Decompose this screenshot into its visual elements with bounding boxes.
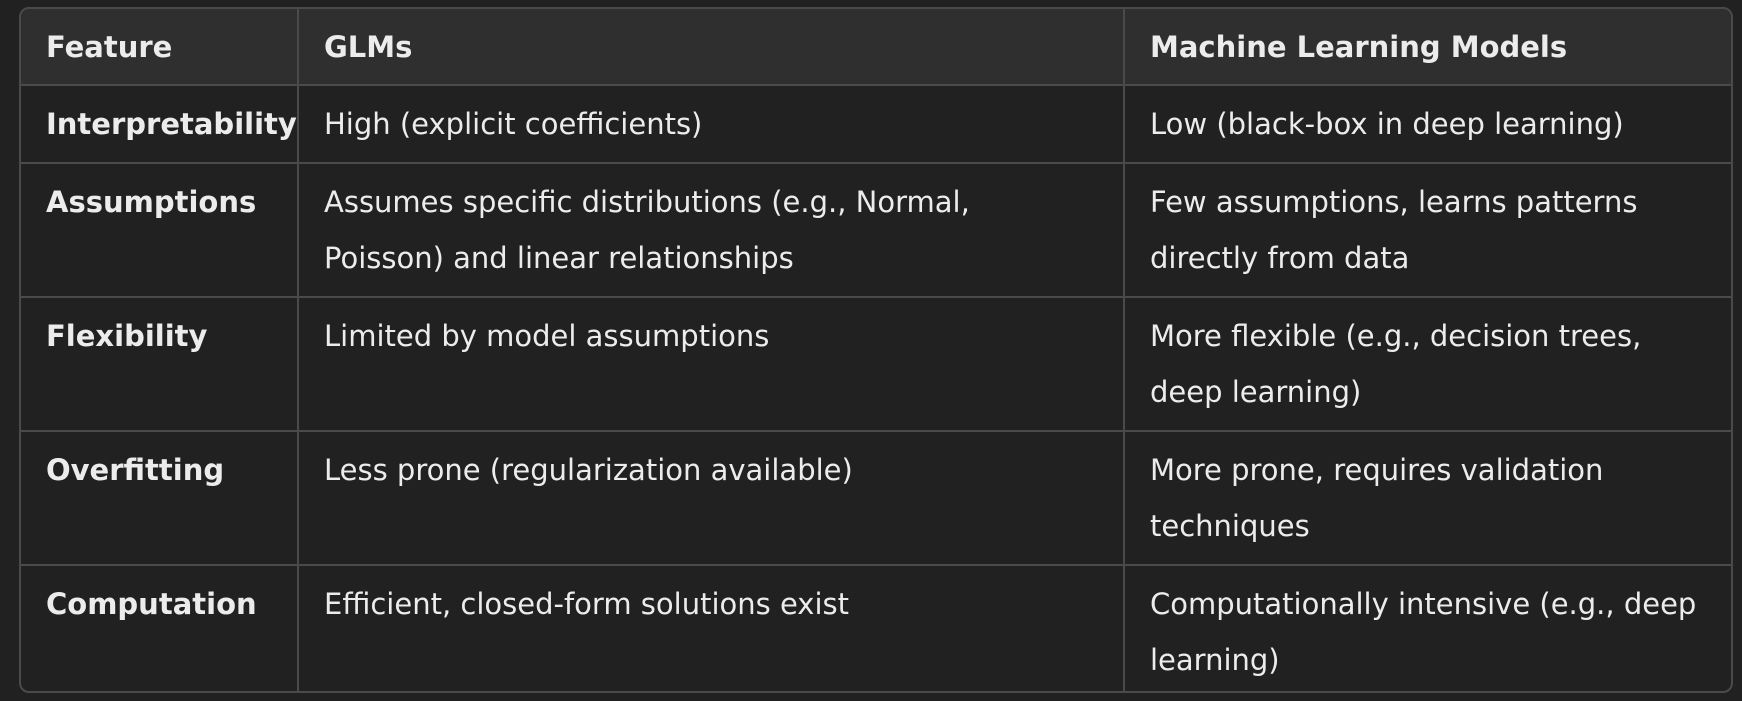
row-feature-label: Assumptions <box>21 163 298 297</box>
row-glm-cell: High (explicit coefficients) <box>298 85 1124 163</box>
row-feature-label: Computation <box>21 565 298 693</box>
comparison-table <box>21 9 1731 693</box>
row-glm-cell: Efficient, closed-form solutions exist <box>298 565 1124 693</box>
header-glms: GLMs <box>298 9 1124 85</box>
row-ml-cell: Low (black-box in deep learning) <box>1124 85 1731 163</box>
table-row <box>21 85 1731 163</box>
row-ml-cell: More flexible (e.g., decision trees, deep learning) <box>1124 297 1731 431</box>
row-glm-cell: Limited by model assumptions <box>298 297 1124 431</box>
row-feature-label: Interpretability <box>21 85 298 163</box>
header-ml-models: Machine Learning Models <box>1124 9 1731 85</box>
row-ml-cell: Few assumptions, learns patterns directly from data <box>1124 163 1731 297</box>
table-row <box>21 565 1731 693</box>
table-row <box>21 163 1731 297</box>
row-glm-cell: Less prone (regularization available) <box>298 431 1124 565</box>
comparison-table-container <box>19 7 1733 693</box>
table-row <box>21 431 1731 565</box>
table-row <box>21 297 1731 431</box>
row-feature-label: Flexibility <box>21 297 298 431</box>
row-ml-cell: Computationally intensive (e.g., deep learning) <box>1150 587 1697 677</box>
row-glm-cell: Assumes specific distributions (e.g., Normal, Poisson) and linear relationships <box>298 163 1124 297</box>
row-feature-label: Overfitting <box>21 431 298 565</box>
header-feature: Feature <box>21 9 298 85</box>
row-ml-cell: More prone, requires validation techniques <box>1124 431 1731 565</box>
table-header-row <box>21 9 1731 85</box>
